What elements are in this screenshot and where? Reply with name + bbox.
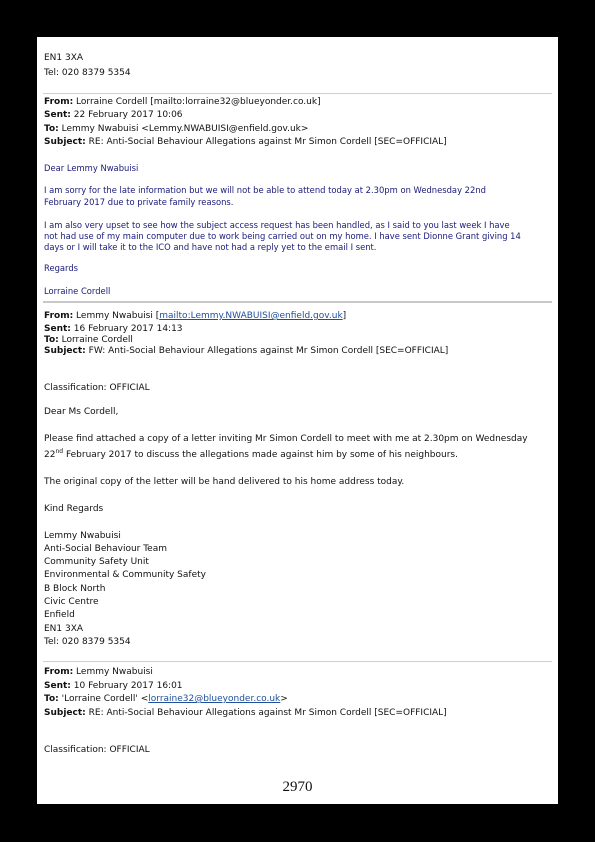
email1-subject: Subject: RE: Anti-Social Behaviour Allegations against Mr Simon Cordell [SEC=OFFICIAL] <box>44 137 447 147</box>
email2-signature-line: EN1 3XA <box>44 624 84 634</box>
email1-para2-line1: I am also very upset to see how the subject access request has been handled, as I said to you last week I have <box>44 220 510 230</box>
top-postcode: EN1 3XA <box>44 53 84 63</box>
email2-greeting: Dear Ms Cordell, <box>44 407 119 417</box>
email1-greeting: Dear Lemmy Nwabuisi <box>44 163 139 173</box>
email2-signature-line: Community Safety Unit <box>44 557 149 567</box>
email3-classification: Classification: OFFICIAL <box>44 745 150 755</box>
email1-signature: Lorraine Cordell <box>44 286 111 296</box>
email2-signature-line: Enfield <box>44 610 75 620</box>
email1-para1-line1: I am sorry for the late information but we will not be able to attend today at 2.30pm on Wednesday 22nd <box>44 185 486 195</box>
email2-para2: The original copy of the letter will be hand delivered to his home address today. <box>44 477 405 487</box>
email2-signature-line: Tel: 020 8379 5354 <box>44 637 131 647</box>
email2-signature-line: Anti-Social Behaviour Team <box>44 544 167 554</box>
divider <box>43 93 552 94</box>
email1-closing: Regards <box>44 263 79 273</box>
email3-from: From: Lemmy Nwabuisi <box>44 667 153 677</box>
email2-subject: Subject: FW: Anti-Social Behaviour Allegations against Mr Simon Cordell [SEC=OFFICIAL] <box>44 346 449 356</box>
email1-para2-line2: not had use of my main computer due to work being carried out on my home. I have sent Dionne Grant giving 14 <box>44 231 521 241</box>
email3-to-email-link[interactable]: lorraine32@blueyonder.co.uk <box>148 694 281 704</box>
email1-sent: Sent: 22 February 2017 10:06 <box>44 110 183 120</box>
email2-signature-line: Environmental & Community Safety <box>44 570 206 580</box>
email2-signature-line: Civic Centre <box>44 597 99 607</box>
email1-para1-line2: February 2017 due to private family reasons. <box>44 197 234 207</box>
email3-to: To: 'Lorraine Cordell' <lorraine32@blueyonder.co.uk> <box>44 694 288 704</box>
email2-signature-line: B Block North <box>44 584 106 594</box>
divider <box>43 301 552 303</box>
email1-from: From: Lorraine Cordell [mailto:lorraine32@blueyonder.co.uk] <box>44 97 321 107</box>
email2-from: From: Lemmy Nwabuisi [mailto:Lemmy.NWABUISI@enfield.gov.uk] <box>44 311 347 321</box>
email2-sent: Sent: 16 February 2017 14:13 <box>44 324 183 334</box>
email1-to: To: Lemmy Nwabuisi <Lemmy.NWABUISI@enfield.gov.uk> <box>44 124 309 134</box>
email2-to: To: Lorraine Cordell <box>44 335 133 345</box>
document-page <box>37 37 558 804</box>
email2-closing: Kind Regards <box>44 504 104 514</box>
email3-sent: Sent: 10 February 2017 16:01 <box>44 681 183 691</box>
email1-para2-line3: days or I will take it to the ICO and have not had a reply yet to the email I sent. <box>44 242 377 252</box>
top-tel: Tel: 020 8379 5354 <box>44 68 131 78</box>
email2-signature-line: Lemmy Nwabuisi <box>44 531 121 541</box>
email2-classification: Classification: OFFICIAL <box>44 383 150 393</box>
email3-subject: Subject: RE: Anti-Social Behaviour Allegations against Mr Simon Cordell [SEC=OFFICIAL] <box>44 708 447 718</box>
email2-para1-line2: 22nd February 2017 to discuss the allegations made against him by some of his neighbours. <box>44 448 458 460</box>
page-number: 2970 <box>282 779 313 795</box>
email2-from-mailto-link[interactable]: mailto:Lemmy.NWABUISI@enfield.gov.uk <box>159 311 343 321</box>
divider <box>43 661 552 662</box>
email2-para1-line1: Please find attached a copy of a letter inviting Mr Simon Cordell to meet with me at 2.30pm on Wednesday <box>44 434 528 444</box>
